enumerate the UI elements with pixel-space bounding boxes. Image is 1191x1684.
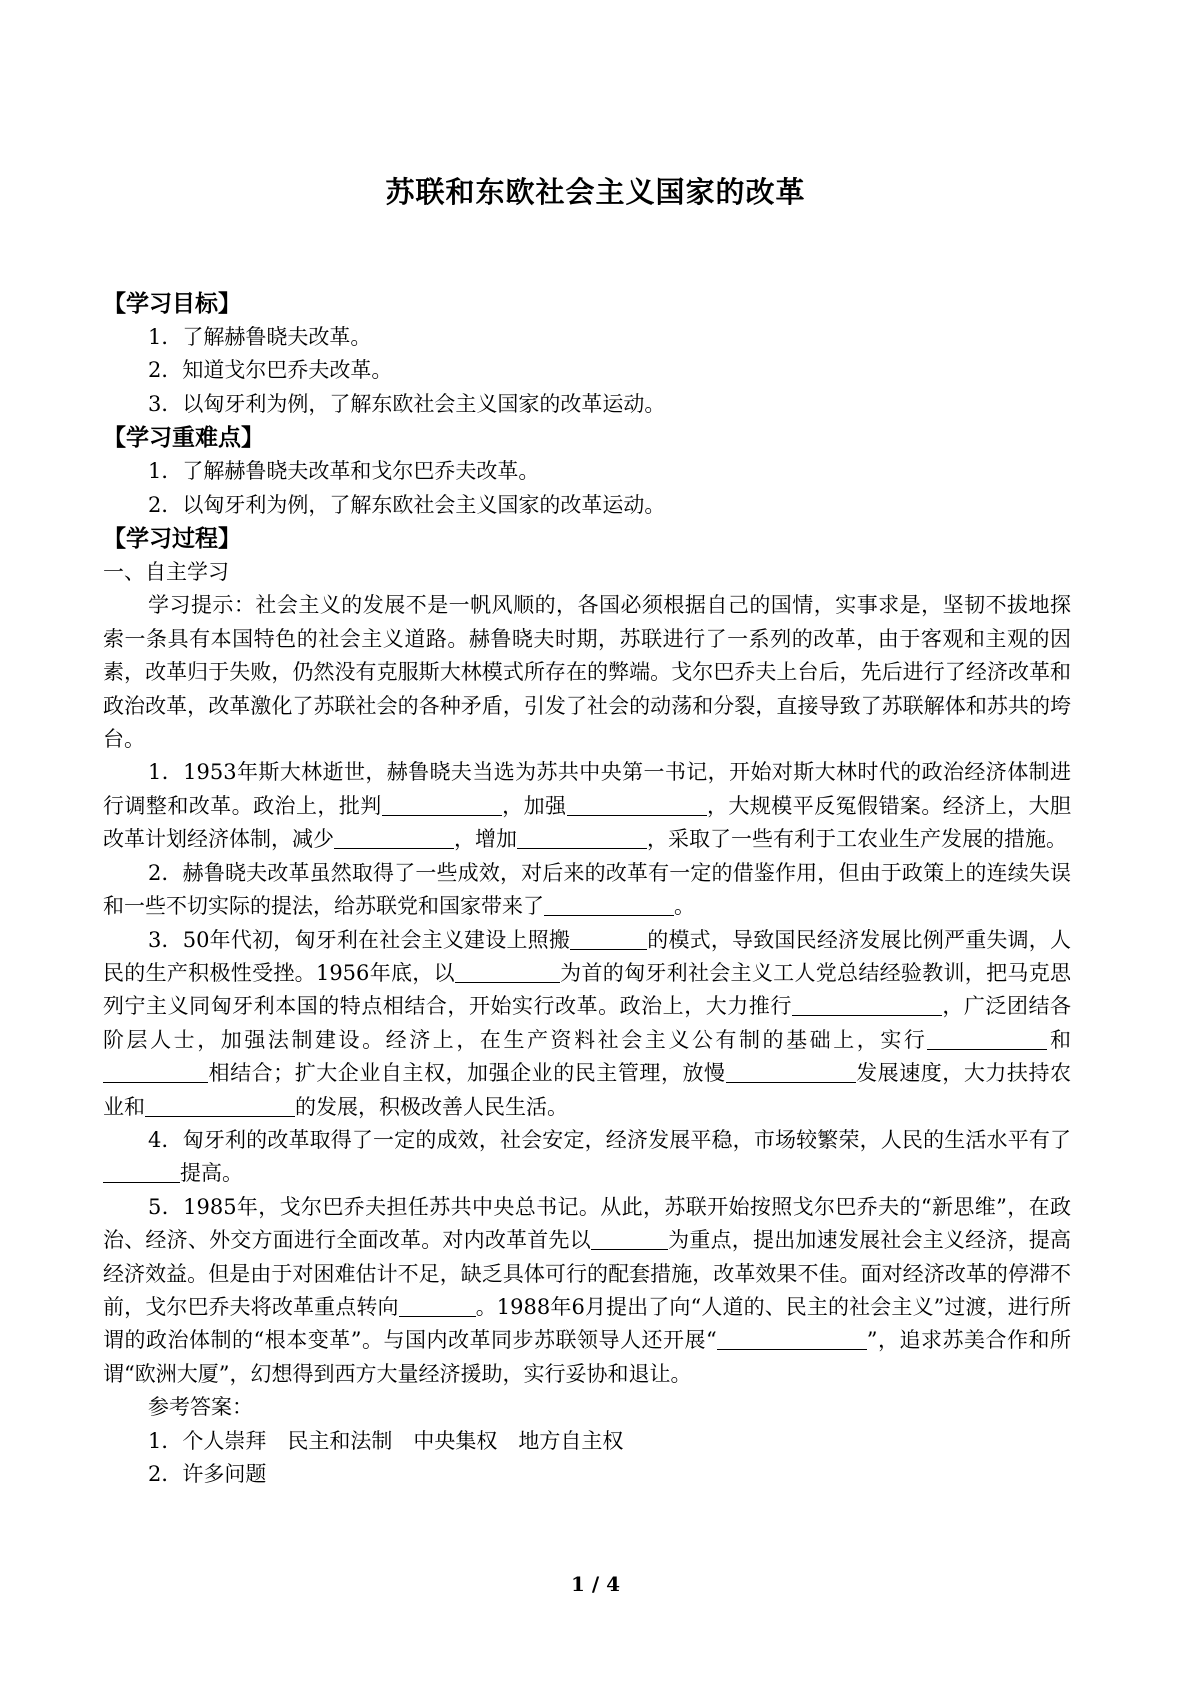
fill-blank[interactable] bbox=[517, 828, 647, 849]
fill-blank[interactable] bbox=[103, 1162, 180, 1183]
question-4: 4．匈牙利的改革取得了一定的成效，社会安定，经济发展平稳，市场较繁荣，人民的生活水平有了提高。 bbox=[103, 1124, 1071, 1191]
page-total: 4 bbox=[606, 1572, 621, 1596]
question-3: 3．50年代初，匈牙利在社会主义建设上照搬 的模式，导致国民经济发展比例严重失调，人民的生产积极性受挫。1956年底，以 为首的匈牙利社会主义工人党总结经验教训，把马克思列宁主义同匈牙利本国的特点相结合，开始实行改革。政治上，大力推行 ，广泛团结各阶层人士，加强法制建设。经济上，在生产资料社会主义公有制的基础上，实行 和相结合；扩大企业自主权，加强企业的民主管理，放慢 发展速度，大力扶持农业和 的发展，积极改善人民生活。 bbox=[103, 927, 1072, 1119]
key-point-item: 2．以匈牙利为例，了解东欧社会主义国家的改革运动。 bbox=[148, 492, 666, 517]
key-points-heading: 【学习重难点】 bbox=[103, 425, 264, 452]
goals-heading: 【学习目标】 bbox=[103, 291, 241, 317]
question-1: 1．1953年斯大林逝世，赫鲁晓夫当选为苏共中央第一书记，开始对斯大林时代的政治经济体制进行调整和改革。政治上，批判 ，加强 ，大规模平反冤假错案。经济上，大胆改革计划经济体制，减少 ，增加 ，采取了一些有利于工农业生产发展的措施。 bbox=[103, 760, 1071, 852]
page-number bbox=[0, 1572, 1191, 1596]
study-hint-paragraph: 学习提示：社会主义的发展不是一帆风顺的，各国必须根据自己的国情，实事求是，坚韧不拔地探索一条具有本国特色的社会主义道路。赫鲁晓夫时期，苏联进行了一系列的改革，由于客观和主观的因素，改革归于失败，仍然没有克服斯大林模式所存在的弊端。戈尔巴乔夫上台后，先后进行了经济改革和政治改革，改革激化了苏联社会的各种矛盾，引发了社会的动荡和分裂，直接导致了苏联解体和苏共的垮台。 bbox=[103, 593, 1071, 752]
fill-blank[interactable] bbox=[570, 929, 647, 950]
key-point-item: 1．了解赫鲁晓夫改革和戈尔巴乔夫改革。 bbox=[148, 459, 540, 484]
fill-blank[interactable] bbox=[382, 795, 502, 816]
fill-blank[interactable] bbox=[399, 1296, 476, 1317]
fill-blank[interactable] bbox=[726, 1062, 856, 1083]
question-2: 2．赫鲁晓夫改革虽然取得了一些成效，对后来的改革有一定的借鉴作用，但由于政策上的连续失误和一些不切实际的提法，给苏联党和国家带来了 。 bbox=[103, 860, 1071, 919]
fill-blank[interactable] bbox=[792, 995, 942, 1016]
fill-blank[interactable] bbox=[145, 1096, 295, 1117]
goal-item: 3．以匈牙利为例，了解东欧社会主义国家的改革运动。 bbox=[148, 391, 666, 416]
page-separator: / bbox=[584, 1572, 607, 1596]
fill-blank[interactable] bbox=[334, 828, 454, 849]
question-5: 5．1985年，戈尔巴乔夫担任苏共中央总书记。从此，苏联开始按照戈尔巴乔夫的“新思维”，在政治、经济、外交方面进行全面改革。对内改革首先以 为重点，提出加速发展社会主义经济，提高经济效益。但是由于对困难估计不足，缺乏具体可行的配套措施，改革效果不佳。面对经济改革的停滞不前，戈尔巴乔夫将改革重点转向 。1988年6月提出了向“人道的、民主的社会主义”过渡，进行所谓的政治体制的“根本变革”。与国内改革同步苏联领导人还开展“ ”，追求苏美合作和所谓“欧洲大厦”，幻想得到西方大量经济援助，实行妥协和退让。 bbox=[103, 1194, 1072, 1386]
fill-blank[interactable] bbox=[591, 1229, 668, 1250]
fill-blank[interactable] bbox=[103, 1062, 208, 1083]
answer-item: 1．个人崇拜 民主和法制 中央集权 地方自主权 bbox=[148, 1428, 624, 1453]
goal-item: 2．知道戈尔巴乔夫改革。 bbox=[148, 358, 393, 383]
self-study-subheading: 一、自主学习 bbox=[103, 560, 229, 585]
process-heading: 【学习过程】 bbox=[103, 526, 241, 553]
fill-blank[interactable] bbox=[544, 895, 674, 916]
answer-item: 2．许多问题 bbox=[148, 1462, 267, 1486]
fill-blank[interactable] bbox=[927, 1029, 1047, 1050]
goal-item: 1．了解赫鲁晓夫改革。 bbox=[148, 325, 372, 349]
fill-blank[interactable] bbox=[567, 795, 707, 816]
document-body bbox=[103, 287, 1071, 1491]
answers-label: 参考答案： bbox=[148, 1395, 253, 1420]
page-current: 1 bbox=[570, 1572, 585, 1596]
fill-blank[interactable] bbox=[717, 1329, 867, 1350]
page-title: 苏联和东欧社会主义国家的改革 bbox=[385, 175, 806, 209]
fill-blank[interactable] bbox=[455, 962, 560, 983]
